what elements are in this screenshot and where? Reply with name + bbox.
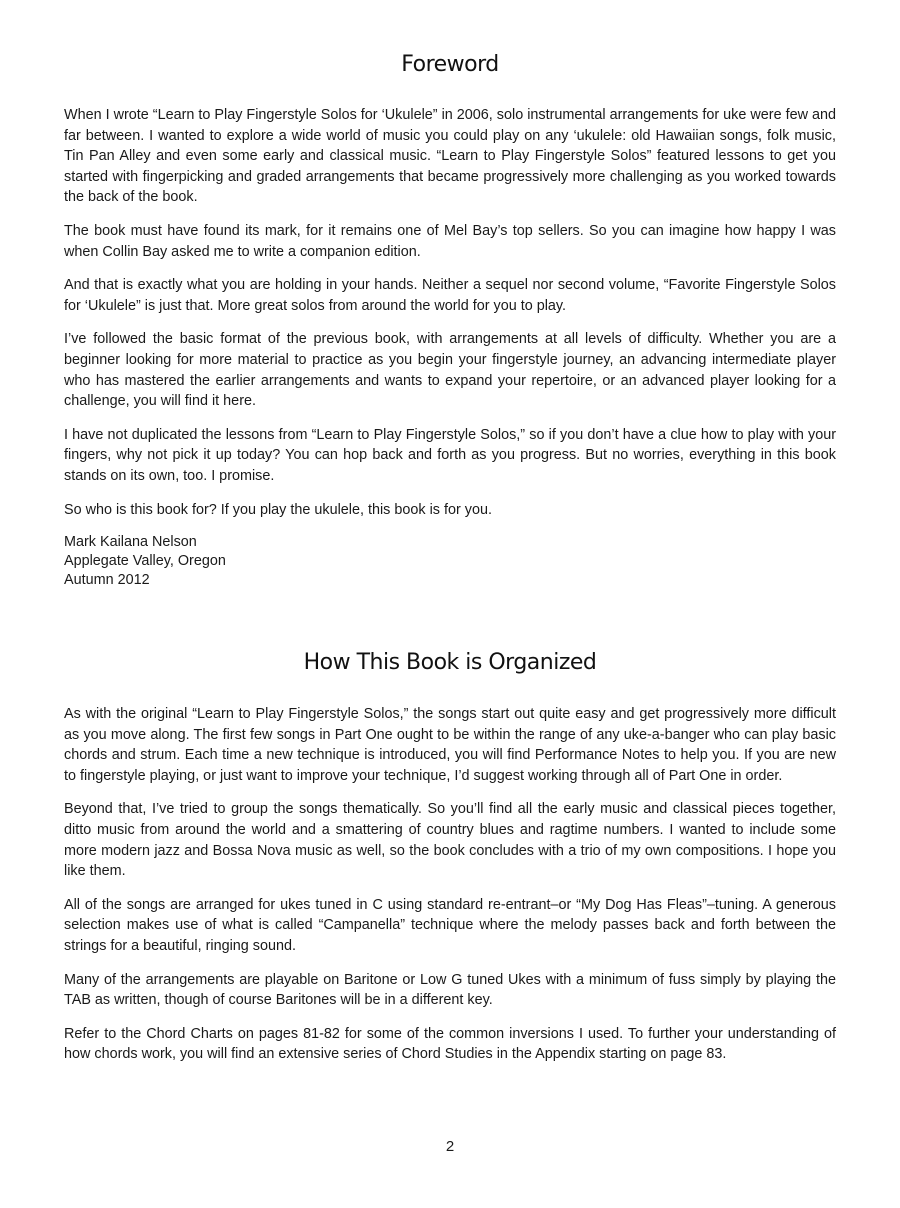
foreword-paragraph: The book must have found its mark, for it remains one of Mel Bay’s top sellers. So you can imagine how happy I was when Collin Bay asked me to write a companion edition. — [64, 222, 836, 260]
author-place: Applegate Valley, Oregon — [64, 553, 226, 570]
page-number: 2 — [445, 1138, 455, 1155]
organization-paragraph: Many of the arrangements are playable on Baritone or Low G tuned Ukes with a minimum of fuss simply by playing the TAB as written, though of course Baritones will be in a different key. — [64, 971, 836, 1009]
foreword-paragraph: When I wrote “Learn to Play Fingerstyle Solos for ‘Ukulele” in 2006, solo instrumental arrangements for uke were few and far between. I wanted to explore a wide world of music you could play on any ‘ukulele: old Hawaiian songs, folk music, Tin Pan Alley and even some early and classical music. “Learn to Play Fingerstyle Solos” featured lessons to get you started with fingerpicking and graded arrangements that became progressively more challenging as you worked towards the back of the book. — [64, 107, 836, 206]
organization-paragraph: Beyond that, I’ve tried to group the songs thematically. So you’ll find all the early music and classical pieces together, ditto music from around the world and a smattering of country blues and ragtime numbers. I wanted to include some more modern jazz and Bossa Nova music as well, so the book concludes with a trio of my own compositions. I hope you like them. — [64, 801, 836, 880]
foreword-section — [64, 105, 836, 590]
organization-paragraph: Refer to the Chord Charts on pages 81-82 for some of the common inversions I used. To further your understanding of how chords work, you will find an extensive series of Chord Studies in the Appendix starting on page 83. — [64, 1025, 836, 1063]
author-name: Mark Kailana Nelson — [64, 534, 197, 551]
organization-heading: How This Book is Organized — [303, 650, 597, 675]
foreword-heading: Foreword — [401, 52, 499, 77]
author-date: Autumn 2012 — [64, 572, 150, 589]
organization-paragraph: As with the original “Learn to Play Fingerstyle Solos,” the songs start out quite easy and get progressively more difficult as you move along. The first few songs in Part One ought to be within the range of any uke-a-banger who can play basic chords and strum. Each time a new technique is introduced, you will find Performance Notes to help you. If you are new to fingerstyle playing, or just want to improve your technique, I’d suggest working through all of Part One in order. — [64, 706, 836, 784]
organization-paragraph: All of the songs are arranged for ukes tuned in C using standard re-entrant–or “My Dog Has Fleas”–tuning. A generous selection makes use of what is called “Campanella” technique where the melody passes back and forth between the strings for a beautiful, ringing sound. — [64, 896, 836, 954]
foreword-paragraph: I’ve followed the basic format of the previous book, with arrangements at all levels of difficulty. Whether you are a beginner looking for more material to practice as you begin your fingerstyle journey, an advancing intermediate player who has mastered the earlier arrangements and wants to expand your repertoire, or an advanced player looking for a challenge, you will find it here. — [64, 331, 836, 410]
organization-section — [64, 704, 836, 1078]
foreword-paragraph: I have not duplicated the lessons from “Learn to Play Fingerstyle Solos,” so if you don’t have a clue how to play with your fingers, why not pick it up today? You can hop back and forth as you progress. But no worries, everything in this book stands on its own, too. I promise. — [64, 426, 836, 484]
foreword-paragraph: And that is exactly what you are holding in your hands. Neither a sequel nor second volume, “Favorite Fingerstyle Solos for ‘Ukulele” is just that. More great solos from around the world for you to play. — [64, 277, 836, 314]
foreword-paragraph: So who is this book for? If you play the ukulele, this book is for you. — [64, 501, 492, 518]
author-signature — [64, 533, 836, 590]
